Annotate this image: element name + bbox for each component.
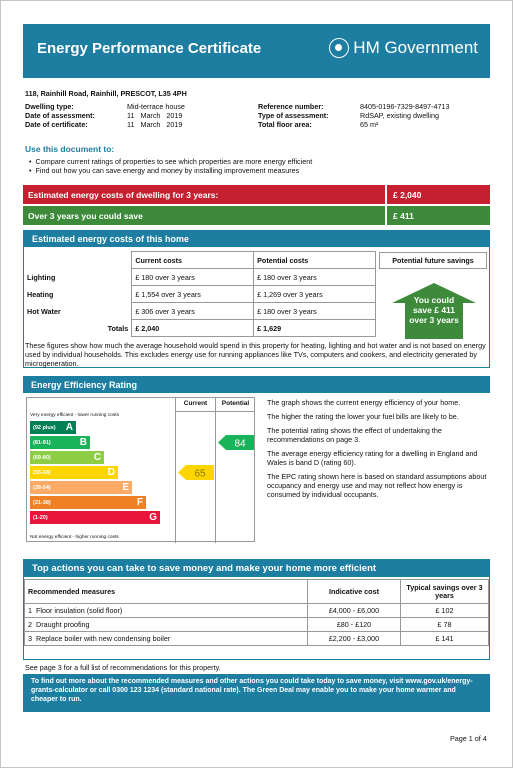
eer-top-caption: Very energy efficient - lower running costs (30, 413, 119, 418)
eer-band-letter: E (122, 482, 129, 493)
col-potential-costs: Potential costs (254, 252, 376, 269)
cost-summary-value: £ 2,040 (387, 185, 490, 204)
eer-band-f (30, 496, 146, 509)
table-row (25, 618, 489, 632)
potential-cost-cell: £ 180 over 3 years (254, 303, 376, 320)
hm-government-logo (329, 38, 478, 58)
table-header-row (25, 580, 489, 604)
dwelling-type-label: Dwelling type: (25, 102, 74, 111)
page-title: Energy Performance Certificate (37, 40, 262, 57)
eer-band-c (30, 451, 104, 464)
table-header-row (24, 252, 376, 269)
actions-section (23, 559, 490, 660)
col-indicative-cost: Indicative cost (308, 580, 401, 604)
potential-cost-cell: £ 1,269 over 3 years (254, 286, 376, 303)
cost-summary-bar (23, 185, 490, 204)
assessment-type-value: RdSAP, existing dwelling (360, 111, 439, 120)
reference-label: Reference number: (258, 102, 324, 111)
eer-heading-bar (23, 376, 490, 393)
total-potential: £ 1,629 (254, 320, 376, 337)
measure-cell: 3 Replace boiler with new condensing boiler (25, 632, 308, 646)
col-typical-savings: Typical savings over 3 years (401, 580, 489, 604)
cost-cell: £80 - £120 (308, 618, 401, 632)
eer-band-range: (69-80) (33, 454, 51, 461)
eer-band-range: (21-38) (33, 499, 51, 506)
page-number: Page 1 of 4 (450, 734, 487, 743)
savings-summary-bar (23, 206, 490, 225)
eer-band-range: (81-91) (33, 439, 51, 446)
table-row (25, 604, 489, 618)
row-label: Hot Water (27, 306, 61, 316)
cost-cell: £2,200 - £3,000 (308, 632, 401, 646)
see-page-note: See page 3 for a full list of recommendations for this property. (25, 663, 221, 672)
actions-table (24, 579, 489, 646)
eer-band-letter: F (136, 497, 143, 508)
savings-summary-label: Over 3 years you could save (23, 206, 385, 225)
eer-explain-text: The higher the rating the lower your fuel bills are likely to be. (267, 412, 459, 421)
assessment-date-label: Date of assessment: (25, 111, 95, 120)
crest-icon (329, 38, 349, 58)
eer-band-letter: C (93, 452, 101, 463)
eer-explain-text: The graph shows the current energy efficiency of your home. (267, 398, 461, 407)
table-row (24, 303, 376, 320)
floor-area-label: Total floor area: (258, 120, 312, 129)
col-measures: Recommended measures (25, 580, 308, 604)
total-current: £ 2,040 (132, 320, 254, 337)
cost-cell: £4,000 - £6,000 (308, 604, 401, 618)
saving-cell: £ 141 (401, 632, 489, 646)
eer-band-letter: G (149, 512, 157, 523)
savings-arrow-text: You could save £ 411 over 3 years (409, 295, 459, 326)
col-current-costs: Current costs (132, 252, 254, 269)
eer-explain-text: The EPC rating shown here is based on standard assumptions about occupancy and energy use and may not reflect how energy is consumed by individual occupants. (267, 472, 487, 499)
totals-label: Totals (107, 323, 129, 333)
eer-band-b (30, 436, 90, 449)
eer-explain-text: The average energy efficiency rating for a dwelling in England and Wales is band D (rating 60). (267, 449, 478, 467)
potential-rating-marker (218, 435, 254, 450)
eer-band-letter: B (79, 437, 87, 448)
savings-summary-value: £ 411 (387, 206, 490, 225)
row-label: Lighting (27, 272, 56, 282)
eer-band-range: (92 plus) (33, 424, 56, 431)
eer-col-current: Current (183, 400, 208, 407)
potential-cost-cell: £ 180 over 3 years (254, 269, 376, 286)
property-details-left (25, 102, 255, 129)
eer-band-letter: D (107, 467, 115, 478)
floor-area-value: 65 m² (360, 120, 379, 129)
assessment-type-label: Type of assessment: (258, 111, 329, 120)
property-details-right (258, 102, 488, 129)
eer-band-e (30, 481, 132, 494)
use-doc-bullet: • Compare current ratings of properties to see which properties are more energy efficient (29, 157, 313, 166)
current-rating-marker-value: 65 (194, 468, 206, 480)
eer-band-d (30, 466, 118, 479)
saving-cell: £ 102 (401, 604, 489, 618)
header-banner (23, 24, 490, 78)
costs-table (24, 251, 376, 337)
costs-heading: Estimated energy costs of this home (24, 231, 489, 247)
measure-cell: 1 Floor insulation (solid floor) (25, 604, 308, 618)
eer-band-a (30, 421, 76, 434)
saving-cell: £ 78 (401, 618, 489, 632)
costs-note: These figures show how much the average household would spend in this property for heating, lighting and hot water and is not based on energy used by individual households. This excludes energy use for running appliances like TVs, computers and cookers, and electricity generated by microgeneration. (25, 341, 486, 368)
dwelling-type-value: Mid-terrace house (127, 102, 185, 111)
current-cost-cell: £ 306 over 3 years (132, 303, 254, 320)
totals-row (24, 320, 376, 337)
eer-band-range: (1-20) (33, 514, 48, 521)
eer-band-letter: A (65, 422, 73, 433)
current-cost-cell: £ 180 over 3 years (132, 269, 254, 286)
table-row (24, 286, 376, 303)
current-cost-cell: £ 1,554 over 3 years (132, 286, 254, 303)
use-doc-heading: Use this document to: (25, 144, 115, 154)
eer-explanation (267, 398, 489, 499)
gov-label: HM Government (353, 38, 478, 57)
col-future-savings: Potential future savings (379, 252, 487, 269)
table-row (25, 632, 489, 646)
certificate-date-label: Date of certificate: (25, 120, 88, 129)
property-address: 118, Rainhill Road, Rainhill, PRESCOT, L35 4PH (25, 89, 187, 98)
assessment-date-value: 11 March 2019 (127, 111, 183, 120)
green-deal-info-box: To find out more about the recommended measures and other actions you could take today to save money, visit www.gov.uk/energy-grants-calculator or call 0300 123 1234 (standard national rate). The Green Deal may enable you to make your home warmer and cheaper to run. (23, 674, 490, 712)
eer-band-g (30, 511, 160, 524)
potential-rating-marker-value: 84 (234, 438, 246, 450)
eer-heading: Energy Efficiency Rating (23, 376, 490, 393)
eer-col-potential: Potential (221, 400, 250, 407)
row-label: Heating (27, 289, 54, 299)
current-rating-marker (178, 465, 214, 480)
cost-summary-label: Estimated energy costs of dwelling for 3 years: (23, 185, 385, 204)
certificate-date-value: 11 March 2019 (127, 120, 183, 129)
eer-explain-text: The potential rating shows the effect of undertaking the recommendations on page 3. (267, 426, 442, 444)
eer-bottom-caption: Not energy efficient - higher running costs (30, 535, 119, 540)
reference-value: 8405-0196-7329-8497-4713 (360, 102, 450, 111)
table-row (24, 269, 376, 286)
actions-heading: Top actions you can take to save money and make your home more efficient (24, 560, 489, 577)
eer-chart (26, 397, 255, 542)
measure-cell: 2 Draught proofing (25, 618, 308, 632)
eer-band-range: (39-54) (33, 484, 51, 491)
use-doc-bullets (29, 157, 312, 175)
use-doc-bullet: • Find out how you can save energy and money by installing improvement measures (29, 166, 300, 175)
eer-band-range: (55-68) (33, 469, 51, 476)
